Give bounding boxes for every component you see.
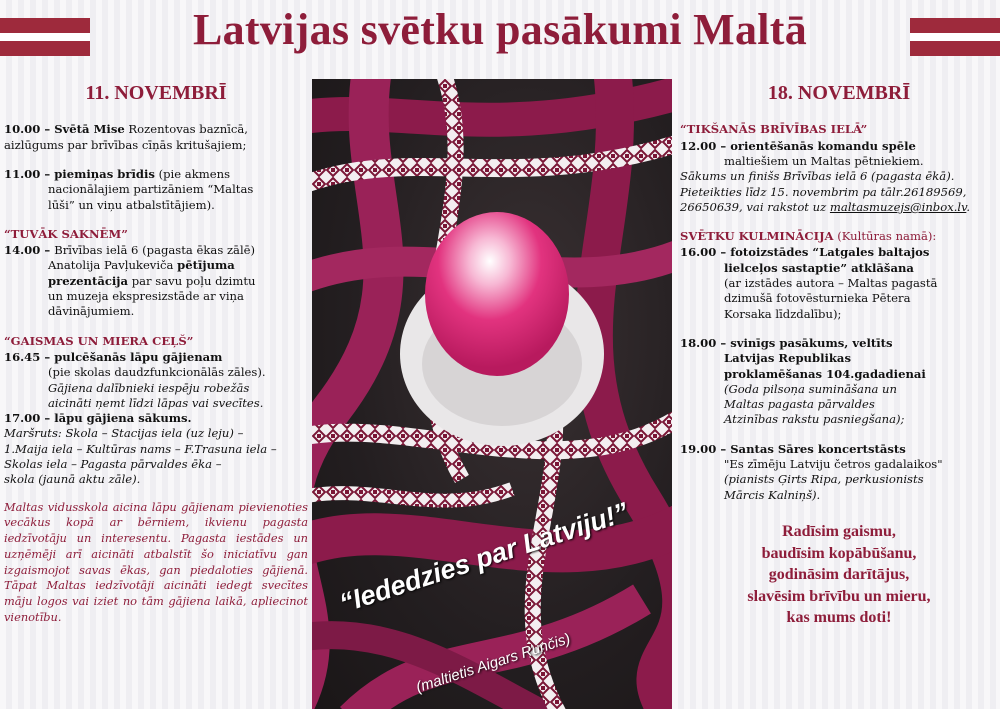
date-heading-nov-18: 18. NOVEMBRĪ: [767, 82, 911, 104]
event-memorial: 11.00 – piemiņas brīdis (pie akmens nacionālajiem partizāniem “Maltas lūši” un viņu atbalstītājiem).: [4, 166, 254, 212]
event-presentation: 14.00 – Brīvības ielā 6 (pagasta ēkas zālē) Anatolija Pavļukeviča pētījuma prezentācija par savu poļu dzimtu un muzeja ekspresizstāde ar viņa dāvinājumiem.: [4, 243, 256, 319]
date-heading-nov-11: 11. NOVEMBRĪ: [85, 82, 227, 104]
email-link[interactable]: maltasmuzejs@inbox.lv: [829, 199, 967, 214]
section-closer-to-roots: “TUVĀK SAKNĒM”: [4, 226, 128, 241]
event-gathering: 16.45 – pulcēšanās lāpu gājienam (pie skolas daudzfunkcionālās zāles). Gājiena dalībnieki iespēju robežās aicināti ņemt līdzi lāpas vai svecītes.: [4, 349, 266, 410]
page-title: Latvijas svētku pasākumi Maltā: [192, 5, 808, 54]
candle-photo: [312, 79, 672, 709]
photo-caption: “Iededzies par Latviju!”: [336, 496, 633, 619]
event-torch-march: 17.00 – lāpu gājiena sākums. Maršruts: Skola – Stacijas iela (uz leju) – 1.Maija iela – Kultūras nams – F.Trasuna iela – Skolas iela – Pagasta pārvaldes ēka – skola (jaunā aktu zāle).: [4, 411, 277, 487]
event-ceremony: 18.00 – svinīgs pasākums, veltīts Latvijas Republikas proklamēšanas 104.gadadienai (Goda pilsoņa sumināšana un Maltas pagasta pārvaldes Atzinības rakstu pasniegšana);: [680, 335, 926, 427]
section-meeting-street: “TIKŠANĀS BRĪVĪBAS IELĀ”: [680, 122, 868, 137]
event-orienteering: 12.00 – orientēšanās komandu spēle maltiešiem un Maltas pētniekiem. Sākums un finišs Brīvības ielā 6 (pagasta ēkā). Pieteikties līdz 15. novembrim pa tālr.26189569, 26650639, vai rakstot uz maltasmuzejs@inbox.lv.: [680, 138, 970, 214]
right-column: [680, 80, 998, 629]
photo-credit: (maltietis Aigars Runčis): [414, 630, 573, 697]
event-photo-exhibition: 16.00 – fotoizstādes “Latgales baltajos lielceļos sastaptie” atklāšana (ar izstādes autora – Maltas pagastā dzimušā fotovēsturnieka Pētera Korsaka līdzdalību);: [680, 245, 938, 321]
section-path-of-light: “GAISMAS UN MIERA CEĻŠ”: [4, 333, 194, 348]
section-culmination: SVĒTKU KULMINĀCIJA (Kultūras namā):: [680, 229, 937, 244]
invitation-note: Maltas vidusskola aicina lāpu gājienam pievienoties vecākus kopā ar bērniem, ikvienu pagasta iedzīvotāju un interesentu. Pagasta iestādes un uzņēmēji arī aicināti atbalstīt šo iniciatīvu gan izgaismojot savas ēkas, gan piedaloties gājienā. Tāpat Maltas iedzīvotāji aicināti iedegt svecītes māju logos vai iziet no tām gājiena laikā, apliecinot vienotību.: [4, 499, 308, 624]
event-mass: 10.00 – Svētā Mise Rozentovas baznīcā, aizlūgums par brīvības cīņās kritušajiem;: [4, 122, 248, 152]
ribbons-and-candle-graphic: [312, 79, 672, 709]
event-concert: 19.00 – Santas Sāres koncertstāsts "Es zīmēju Latviju četros gadalaikos" (pianists Ģirts Ripa, perkusionists Mārcis Kalniņš).: [680, 441, 943, 502]
left-column: [4, 80, 308, 626]
closing-slogan: Radīsim gaismu, baudīsim kopābūšanu, godināsim darītājus, slavēsim brīvību un mieru, kas mums doti!: [747, 522, 931, 627]
